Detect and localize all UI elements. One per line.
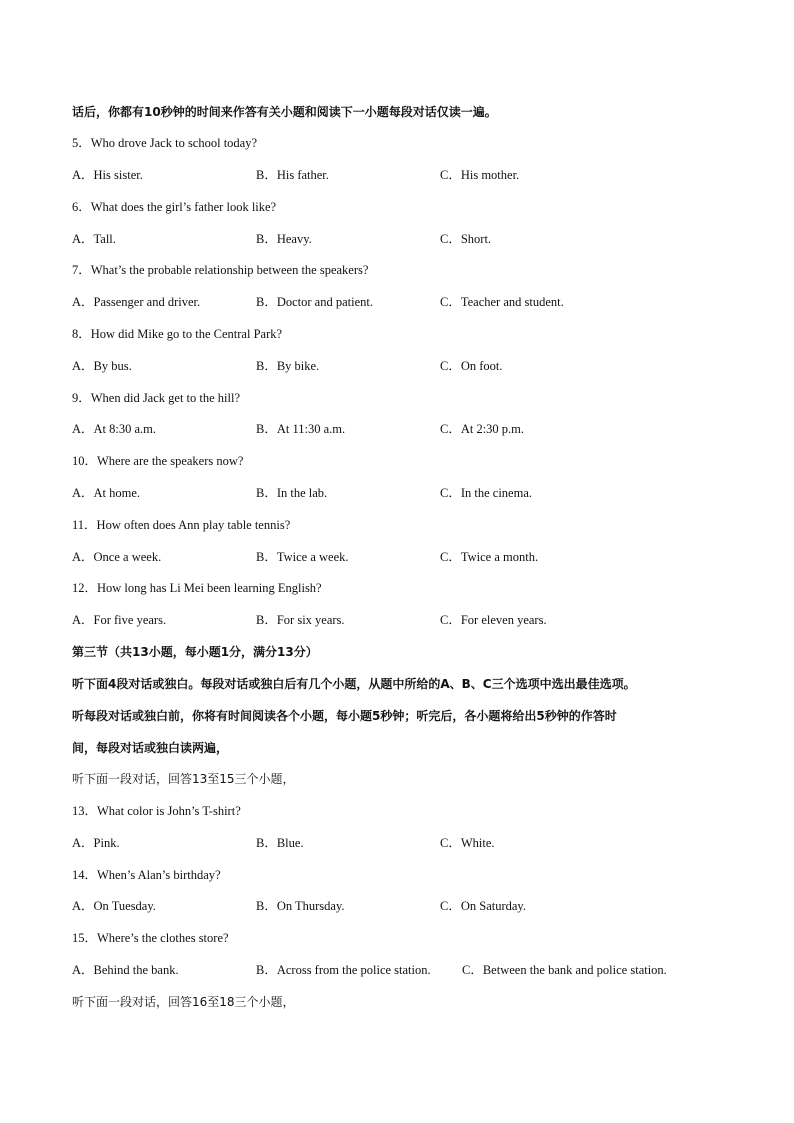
option-a: A．Behind the bank. bbox=[72, 963, 179, 977]
option-b: B．At 11:30 a.m. bbox=[256, 422, 346, 436]
option-a: A．At home. bbox=[72, 486, 141, 500]
option-a: A．His sister. bbox=[72, 168, 143, 182]
dialogue-prompt-2: 听下面一段对话，回答16至18三个小题， bbox=[72, 995, 295, 1009]
option-c: C．His mother. bbox=[440, 168, 520, 182]
option-b: B．Across from the police station. bbox=[256, 963, 431, 977]
intro-line: 话后，你都有10秒钟的时间来作答有关小题和阅读下一小题每段对话仅读一遍。 bbox=[72, 105, 497, 119]
option-c: C．Teacher and student. bbox=[440, 295, 564, 309]
question-5: 5．Who drove Jack to school today? bbox=[72, 136, 258, 150]
options-15 bbox=[72, 962, 752, 978]
option-a: A．At 8:30 a.m. bbox=[72, 422, 157, 436]
option-a: A．Tall. bbox=[72, 232, 116, 246]
option-c: C．On foot. bbox=[440, 359, 503, 373]
section3-heading: 第三节（共13小题，每小题1分，满分13分） bbox=[72, 645, 318, 659]
option-c: C．Short. bbox=[440, 232, 492, 246]
question-10: 10．Where are the speakers now? bbox=[72, 454, 244, 468]
options-12 bbox=[72, 612, 752, 628]
option-b: B．Twice a week. bbox=[256, 550, 349, 564]
dialogue-prompt-1: 听下面一段对话，回答13至15三个小题， bbox=[72, 772, 295, 786]
option-b: B．By bike. bbox=[256, 359, 320, 373]
option-b: B．In the lab. bbox=[256, 486, 328, 500]
option-b: B．On Thursday. bbox=[256, 899, 345, 913]
question-13: 13．What color is John’s T-shirt? bbox=[72, 804, 241, 818]
section3-instruction-2: 听每段对话或独白前，你将有时间阅读各个小题，每小题5秒钟；听完后，各小题将给出5秒钟的作答时 bbox=[72, 709, 617, 723]
options-14 bbox=[72, 898, 752, 914]
section3-instruction-3: 间，每段对话或独白读两遍， bbox=[72, 741, 229, 755]
question-6: 6．What does the girl’s father look like? bbox=[72, 200, 277, 214]
options-8 bbox=[72, 358, 752, 374]
option-b: B．For six years. bbox=[256, 613, 345, 627]
option-c: C．At 2:30 p.m. bbox=[440, 422, 525, 436]
options-7 bbox=[72, 294, 752, 310]
option-b: B．His father. bbox=[256, 168, 329, 182]
question-15: 15．Where’s the clothes store? bbox=[72, 931, 229, 945]
question-14: 14．When’s Alan’s birthday? bbox=[72, 868, 221, 882]
option-b: B．Heavy. bbox=[256, 232, 312, 246]
option-c: C．In the cinema. bbox=[440, 486, 532, 500]
option-c: C．On Saturday. bbox=[440, 899, 526, 913]
option-a: A．For five years. bbox=[72, 613, 167, 627]
question-11: 11．How often does Ann play table tennis? bbox=[72, 518, 291, 532]
option-c: C．White. bbox=[440, 836, 495, 850]
option-a: A．Once a week. bbox=[72, 550, 162, 564]
option-a: A．On Tuesday. bbox=[72, 899, 156, 913]
option-c: C．For eleven years. bbox=[440, 613, 547, 627]
question-8: 8．How did Mike go to the Central Park? bbox=[72, 327, 283, 341]
options-6 bbox=[72, 231, 752, 247]
option-b: B．Blue. bbox=[256, 836, 304, 850]
option-a: A．Pink. bbox=[72, 836, 120, 850]
option-b: B．Doctor and patient. bbox=[256, 295, 373, 309]
options-13 bbox=[72, 835, 752, 851]
options-11 bbox=[72, 549, 752, 565]
option-c: C．Between the bank and police station. bbox=[462, 963, 667, 977]
option-a: A．By bus. bbox=[72, 359, 132, 373]
options-9 bbox=[72, 421, 752, 437]
options-10 bbox=[72, 485, 752, 501]
option-a: A．Passenger and driver. bbox=[72, 295, 201, 309]
option-c: C．Twice a month. bbox=[440, 550, 539, 564]
options-5 bbox=[72, 167, 752, 183]
question-9: 9．When did Jack get to the hill? bbox=[72, 391, 241, 405]
question-7: 7．What’s the probable relationship between the speakers? bbox=[72, 263, 369, 277]
question-12: 12．How long has Li Mei been learning English? bbox=[72, 581, 322, 595]
section3-instruction-1: 听下面4段对话或独白。每段对话或独白后有几个小题，从题中所给的A、B、C三个选项中选出最佳选项。 bbox=[72, 677, 636, 691]
